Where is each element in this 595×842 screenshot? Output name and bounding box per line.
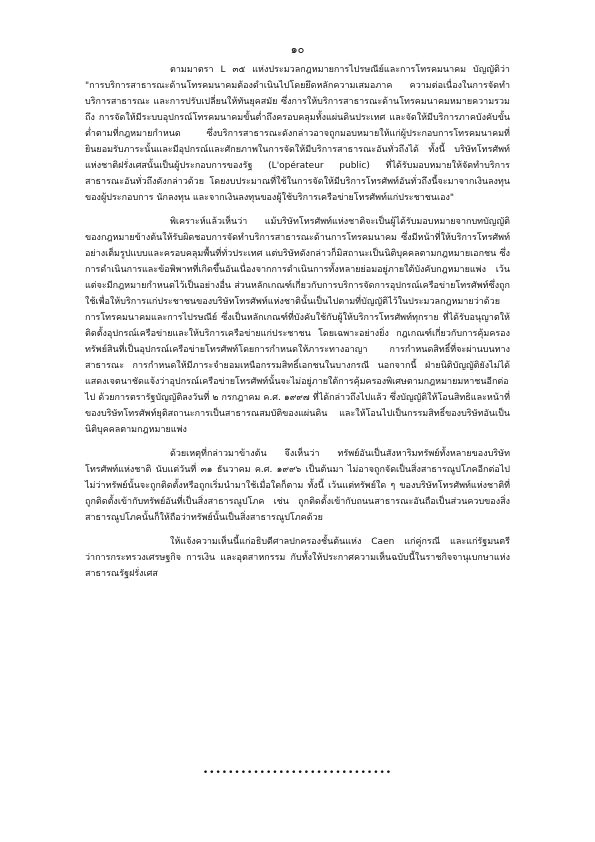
paragraph-2: พิเคราะห์แล้วเห็นว่า แม้บริษัทโทรศัพท์แห่งชาติจะเป็นผู้ได้รับมอบหมายจากบทบัญญัติของกฎหมายข้างต้นให้รับผิดชอบการจัดทำบริการสาธารณะด้านการโทรคมนาคม ซึ่งมีหน้าที่ให้บริการโทรศัพท์อย่างเต็มรูปแบบและครอบคลุมพื้นที่ทั่วประเทศ แต่บริษัทดังกล่าวก็มิสถานะเป็นนิติบุคคลตามกฎหมายเอกชน ซึ่งการดำเนินการและข้อพิพาทที่เกิดขึ้นอันเนื่องจากการดำเนินการทั้งหลายย่อมอยู่ภายใต้บังคับกฎหมายแพ่ง เว้นแต่จะมีกฎหมายกำหนดไว้เป็นอย่างอื่น ส่วนหลักเกณฑ์เกี่ยวกับการบริการจัดการอุปกรณ์เครือข่ายโทรศัพท์ซึ่งถูกใช้เพื่อให้บริการแก่ประชาชนของบริษัทโทรศัพท์แห่งชาตินั้นเป็นไปตามที่บัญญัติไว้ในประมวลกฎหมายว่าด้วยการโทรคมนาคมและการไปรษณีย์ ซึ่งเป็นหลักเกณฑ์ที่บังคับใช้กับผู้ให้บริการโทรศัพท์ทุกราย ที่ได้รับอนุญาตให้ติดตั้งอุปกรณ์เครือข่ายและให้บริการเครือข่ายแก่ประชาชน โดยเฉพาะอย่างยิ่ง กฎเกณฑ์เกี่ยวกับการคุ้มครองทรัพย์สินที่เป็นอุปกรณ์เครือข่ายโทรศัพท์โดยการกำหนดให้ภาระทางอาญา การกำหนดสิทธิ์ที่จะผ่านบนทางสาธารณะ การกำหนดให้มีภาระจำยอมเหนือกรรมสิทธิ์เอกชนในบางกรณี นอกจากนี้ ฝ่ายนิติบัญญัติยังไม่ได้แสดงเจตนาชัดแจ้งว่าอุปกรณ์เครือข่ายโทรศัพท์นั้นจะไม่อยู่ภายใต้การคุ้มครองพิเศษตามกฎหมายมหาชนอีกต่อไป ด้วยการตรารัฐบัญญัติลงวันที่ ๒ กรกฎาคม ค.ศ. ๑๙๙๗ ที่ได้กล่าวถึงไปแล้ว ซึ่งบัญญัติให้โอนสิทธิและหน้าที่ของบริษัทโทรศัพท์ยุติสถานะการเป็นสาธารณสมบัติของแผ่นดิน และให้โอนไปเป็นกรรมสิทธิ์ของบริษัทอันเป็นนิติบุคคลตามกฎหมายแพ่ง xyxy=(85,217,510,435)
document-body xyxy=(85,62,510,590)
end-separator: •••••••••••••••••••••••••••••• xyxy=(202,768,393,778)
paragraph-4: ให้แจ้งความเห็นนี้แก่อธิบดีศาลปกครองชั้นต้นแห่ง Caen แก่คู่กรณี และแก่รัฐมนตรีว่าการกระทรวงเศรษฐกิจ การเงิน และอุตสาหกรรม กับทั้งให้ประกาศความเห็นฉบับนี้ในราชกิจจานุเบกษาแห่งสาธารณรัฐฝรั่งเศส xyxy=(85,537,510,579)
paragraph-3: ด้วยเหตุที่กล่าวมาข้างต้น จึงเห็นว่า ทรัพย์อันเป็นสังหาริมทรัพย์ทั้งหลายของบริษัทโทรศัพท์แห่งชาติ นับแต่วันที่ ๓๑ ธันวาคม ค.ศ. ๑๙๙๖ เป็นต้นมา ไม่อาจถูกจัดเป็นสิ่งสาธารณูปโภคอีกต่อไป ไม่ว่าทรัพย์นั้นจะถูกติดตั้งหรือถูกเริ่มนำมาใช้เมื่อใดก็ตาม ทั้งนี้ เว้นแต่ทรัพย์ใด ๆ ของบริษัทโทรศัพท์แห่งชาติที่ถูกติดตั้งเข้ากับทรัพย์อันที่เป็นสิ่งสาธารณูปโภค เช่น ถูกติดตั้งเข้ากับถนนสาธารณะอันถือเป็นส่วนควบของสิ่งสาธารณูปโภคนั้นก็ให้ถือว่าทรัพย์นั้นเป็นสิ่งสาธารณูปโภคด้วย xyxy=(85,449,510,523)
paragraph-1: ตามมาตรา L ๓๕ แห่งประมวลกฎหมายการไปรษณีย์และการโทรคมนาคม บัญญัติว่า "การบริการสาธารณะด้านโทรคมนาคมต้องดำเนินไปโดยยึดหลักความเสมอภาค ความต่อเนื่องในการจัดทำบริการสาธารณะ และการปรับเปลี่ยนให้ทันยุคสมัย ซึ่งการให้บริการสาธารณะด้านโทรคมนาคมหมายความรวมถึง การจัดให้มีระบบอุปกรณ์โทรคมนาคมขั้นต่ำถึงครอบคลุมทั้งแผ่นดินประเทศ และจัดให้มีบริการภาคบังคับขั้นต่ำตามที่กฎหมายกำหนด ซึ่งบริการสาธารณะดังกล่าวอาจถูกมอบหมายให้แก่ผู้ประกอบการโทรคมนาคมที่ยินยอมรับภาระนั้นและมีอุปกรณ์และศักยภาพในการจัดให้มีบริการสาธารณะอันทั่วถึงได้ ทั้งนี้ บริษัทโทรศัพท์แห่งชาติฝรั่งเศสนั้นเป็นผู้ประกอบการของรัฐ (L'opérateur public) ที่ได้รับมอบหมายให้จัดทำบริการสาธารณะอันทั่วถึงดังกล่าวด้วย โดยงบประมาณที่ใช้ในการจัดให้มีบริการโทรศัพท์อันทั่วถึงนี้จะมาจากเงินลงทุนของผู้ประกอบการ นักลงทุน และจากเงินลงทุนของผู้ใช้บริการเครือข่ายโทรศัพท์แก่ประชาชนเอง" xyxy=(85,65,510,203)
page-number: ๑๐ xyxy=(290,43,305,56)
